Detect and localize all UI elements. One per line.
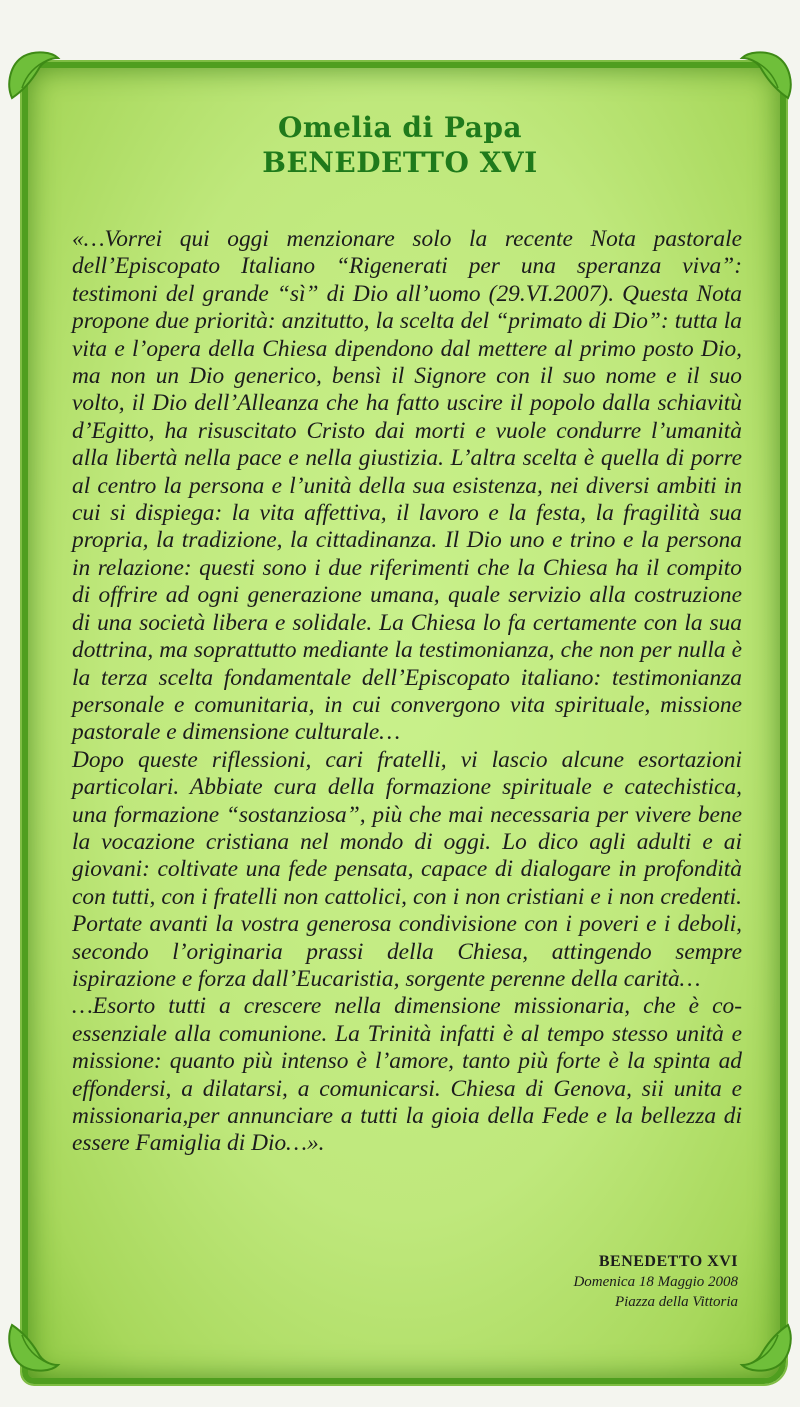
- signature-place: Piazza della Vittoria: [614, 1294, 738, 1310]
- scroll-corner-icon: [734, 1315, 798, 1379]
- title-line-2: BENEDETTO XVI: [262, 146, 538, 179]
- paragraph: Dopo queste riflessioni, cari fratelli, vi lascio alcune esortazioni particolari. Abbiate cura della formazione spirituale e catechistica, una formazione “sostanziosa”, più che mai necessaria per vivere bene la vocazione cristiana nel mondo di oggi. Lo dico agli adulti e ai giovani: coltivate una fede pensata, capace di dialogare in profondità con tutti, con i fratelli non cattolici, con i non cristiani e i non credenti. Portate avanti la vostra generosa condivisione con i poveri e i deboli, secondo l’originaria prassi della Chiesa, attingendo sempre ispirazione e forza dall’Eucaristia, sorgente perenne della carità…: [72, 746, 742, 992]
- scroll-corner-icon: [2, 1315, 66, 1379]
- page-title: [0, 110, 800, 180]
- title-line-1: Omelia di Papa: [277, 111, 523, 144]
- signature-name: BENEDETTO XVI: [598, 1253, 738, 1270]
- scroll-corner-icon: [734, 44, 798, 108]
- paragraph: «…Vorrei qui oggi menzionare solo la recente Nota pastorale dell’Episcopato Italiano “Rigenerati per una speranza viva”: testimoni del grande “sì” di Dio all’uomo (29.VI.2007). Questa Nota propone due priorità: anzitutto, la scelta del “primato di Dio”: tutta la vita e l’opera della Chiesa dipendono dal mettere al primo posto Dio, ma non un Dio generico, bensì il Signore con il suo nome e il suo volto, il Dio dell’Alleanza che ha fatto uscire il popolo dalla schiavitù d’Egitto, ha risuscitato Cristo dai morti e vuole condurre l’umanità alla libertà nella pace e nella giustizia. L’altra scelta è quella di porre al centro la persona e l’unità della sua esistenza, nei diversi ambiti in cui si dispiega: la vita affettiva, il lavoro e la festa, la fragilità sua propria, la tradizione, la cittadinanza. Il Dio uno e trino e la persona in relazione: questi sono i due riferimenti che la Chiesa ha il compito di offrire ad ogni generazione umana, quale servizio alla costruzione di una società libera e solidale. La Chiesa lo fa certamente con la sua dottrina, ma soprattutto mediante la testimonianza, che non per nulla è la terza scelta fondamentale dell’Episcopato italiano: testimonianza personale e comunitaria, in cui convergono vita spirituale, missione pastorale e dimensione culturale…: [72, 226, 742, 746]
- homily-text: [72, 226, 742, 1158]
- signature-date: Domenica 18 Maggio 2008: [573, 1274, 738, 1290]
- signature-block: [573, 1252, 738, 1312]
- paragraph: …Esorto tutti a crescere nella dimensione missionaria, che è co-essenziale alla comunione. La Trinità infatti è al tempo stesso unità e missione: quanto più intenso è l’amore, tanto più forte è la spinta ad effondersi, a dilatarsi, a comunicarsi. Chiesa di Genova, sii unita e missionaria,per annunciare a tutti la gioia della Fede e la bellezza di essere Famiglia di Dio…».: [72, 993, 742, 1157]
- scroll-corner-icon: [2, 44, 66, 108]
